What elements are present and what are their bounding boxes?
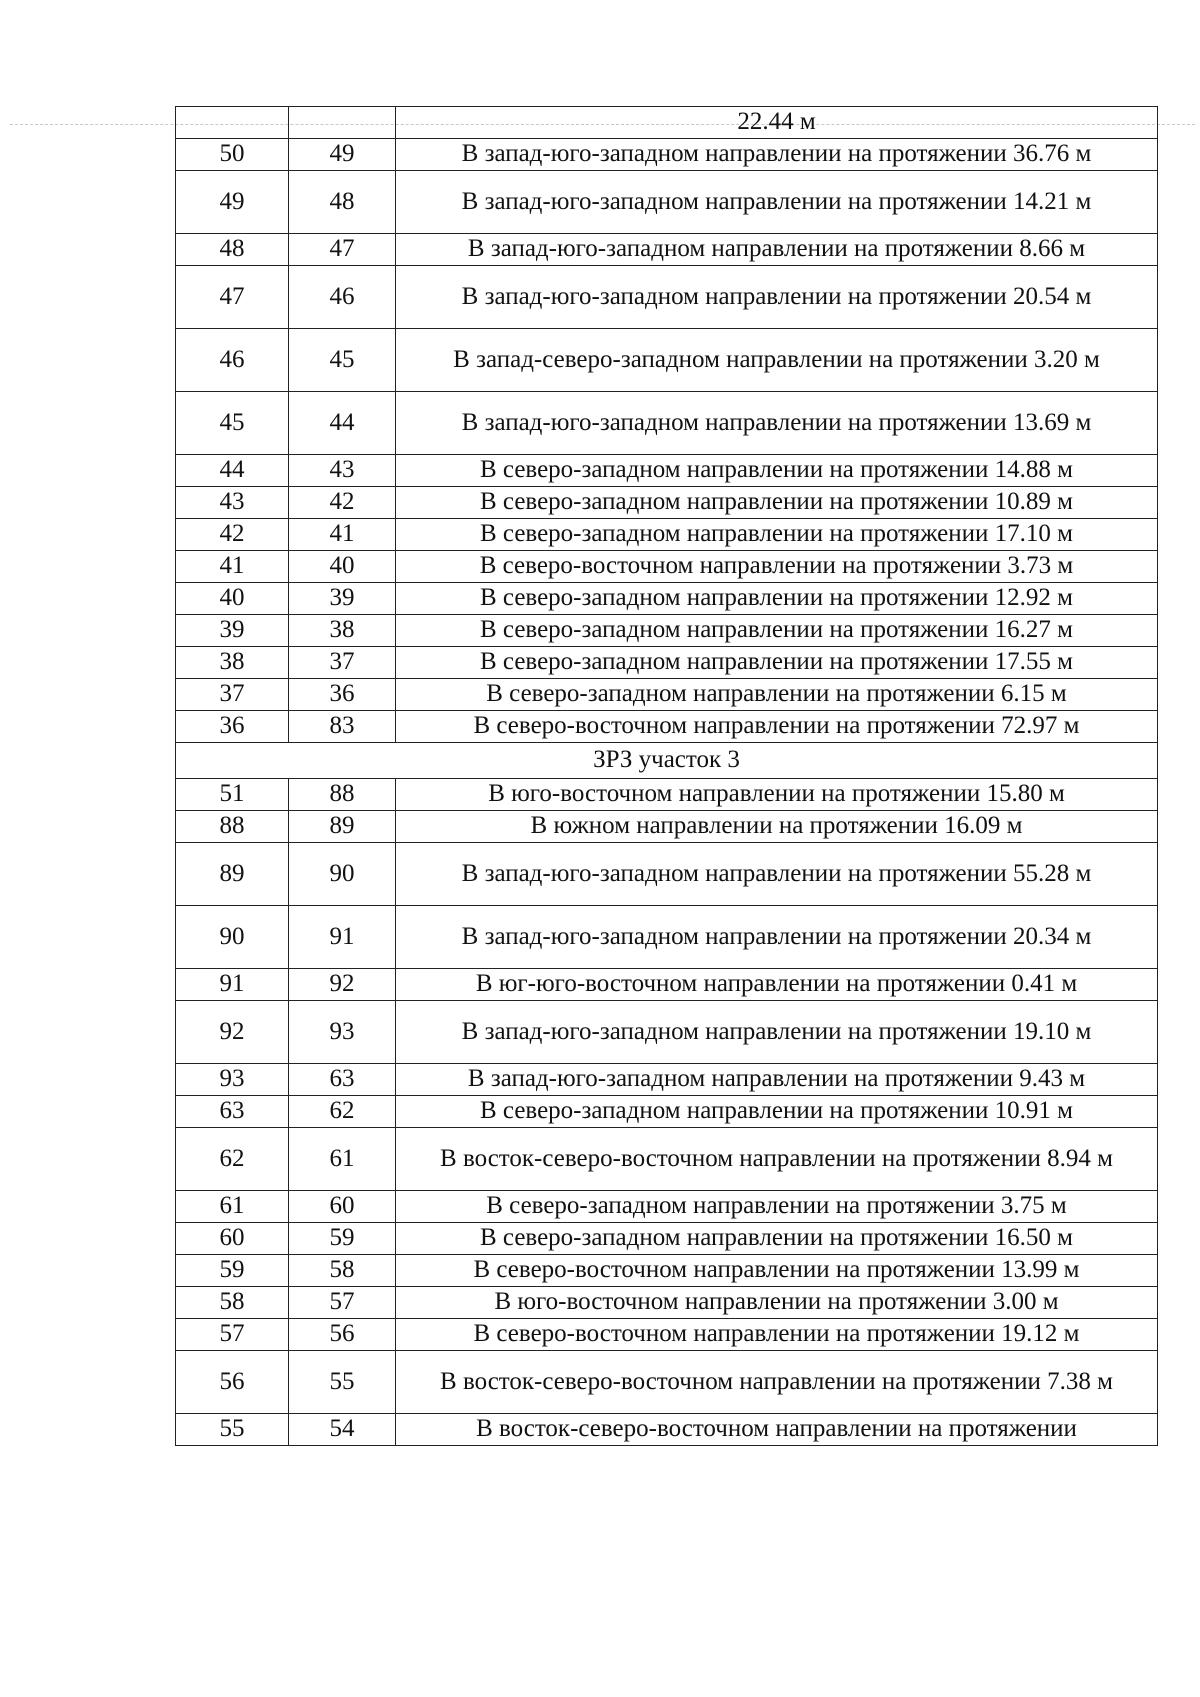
description-cell: В запад-северо-западном направлении на протяжении 3.20 м <box>396 329 1158 392</box>
to-point-cell: 89 <box>289 811 396 843</box>
from-point-cell: 48 <box>176 234 289 266</box>
to-point-cell: 60 <box>289 1191 396 1223</box>
table-row <box>176 779 1158 811</box>
from-point-cell: 40 <box>176 583 289 615</box>
from-point-cell: 44 <box>176 455 289 487</box>
to-point-cell: 88 <box>289 779 396 811</box>
to-point-cell: 40 <box>289 551 396 583</box>
to-point-cell: 90 <box>289 843 396 906</box>
description-cell: В запад-юго-западном направлении на протяжении 9.43 м <box>396 1064 1158 1096</box>
table-row <box>176 1096 1158 1128</box>
table-row <box>176 1351 1158 1414</box>
from-point-cell: 57 <box>176 1319 289 1351</box>
description-cell: В северо-восточном направлении на протяжении 13.99 м <box>396 1255 1158 1287</box>
table-row <box>176 234 1158 266</box>
description-cell: В северо-западном направлении на протяжении 16.50 м <box>396 1223 1158 1255</box>
description-cell: В северо-западном направлении на протяжении 6.15 м <box>396 679 1158 711</box>
description-cell: В восток-северо-восточном направлении на протяжении 7.38 м <box>396 1351 1158 1414</box>
description-cell: В северо-западном направлении на протяжении 16.27 м <box>396 615 1158 647</box>
to-point-cell: 55 <box>289 1351 396 1414</box>
table-row <box>176 647 1158 679</box>
table-row <box>176 1319 1158 1351</box>
from-point-cell: 55 <box>176 1414 289 1446</box>
table-row <box>176 171 1158 234</box>
from-point-cell: 89 <box>176 843 289 906</box>
from-point-cell: 43 <box>176 487 289 519</box>
description-cell: В восток-северо-восточном направлении на протяжении <box>396 1414 1158 1446</box>
from-point-cell <box>176 107 289 139</box>
to-point-cell: 59 <box>289 1223 396 1255</box>
to-point-cell: 92 <box>289 969 396 1001</box>
description-cell: В северо-восточном направлении на протяжении 19.12 м <box>396 1319 1158 1351</box>
to-point-cell: 54 <box>289 1414 396 1446</box>
from-point-cell: 36 <box>176 711 289 743</box>
from-point-cell: 88 <box>176 811 289 843</box>
from-point-cell: 58 <box>176 1287 289 1319</box>
from-point-cell: 90 <box>176 906 289 969</box>
from-point-cell: 41 <box>176 551 289 583</box>
table-row <box>176 583 1158 615</box>
from-point-cell: 63 <box>176 1096 289 1128</box>
table-row <box>176 1191 1158 1223</box>
from-point-cell: 56 <box>176 1351 289 1414</box>
from-point-cell: 51 <box>176 779 289 811</box>
to-point-cell: 57 <box>289 1287 396 1319</box>
to-point-cell: 44 <box>289 392 396 455</box>
to-point-cell: 42 <box>289 487 396 519</box>
from-point-cell: 39 <box>176 615 289 647</box>
table-row <box>176 329 1158 392</box>
table-row <box>176 455 1158 487</box>
description-cell: В южном направлении на протяжении 16.09 м <box>396 811 1158 843</box>
description-cell: В юг-юго-восточном направлении на протяжении 0.41 м <box>396 969 1158 1001</box>
description-cell: В запад-юго-западном направлении на протяжении 36.76 м <box>396 139 1158 171</box>
description-cell: В северо-западном направлении на протяжении 14.88 м <box>396 455 1158 487</box>
from-point-cell: 93 <box>176 1064 289 1096</box>
table-row <box>176 1223 1158 1255</box>
table-row <box>176 1064 1158 1096</box>
table-row <box>176 487 1158 519</box>
description-cell: В северо-западном направлении на протяжении 17.10 м <box>396 519 1158 551</box>
to-point-cell: 48 <box>289 171 396 234</box>
section-row <box>176 743 1158 779</box>
table-row <box>176 811 1158 843</box>
description-cell: В северо-западном направлении на протяжении 12.92 м <box>396 583 1158 615</box>
from-point-cell: 46 <box>176 329 289 392</box>
section-title: ЗРЗ участок 3 <box>176 743 1158 779</box>
to-point-cell: 36 <box>289 679 396 711</box>
description-cell: В северо-западном направлении на протяжении 17.55 м <box>396 647 1158 679</box>
to-point-cell: 83 <box>289 711 396 743</box>
description-cell: В запад-юго-западном направлении на протяжении 13.69 м <box>396 392 1158 455</box>
table-row <box>176 392 1158 455</box>
from-point-cell: 91 <box>176 969 289 1001</box>
to-point-cell: 41 <box>289 519 396 551</box>
to-point-cell: 61 <box>289 1128 396 1191</box>
table-row <box>176 843 1158 906</box>
table-row <box>176 1287 1158 1319</box>
table-row <box>176 1414 1158 1446</box>
to-point-cell: 46 <box>289 266 396 329</box>
description-cell: В юго-восточном направлении на протяжении 15.80 м <box>396 779 1158 811</box>
description-cell: В запад-юго-западном направлении на протяжении 14.21 м <box>396 171 1158 234</box>
from-point-cell: 61 <box>176 1191 289 1223</box>
table-row <box>176 1128 1158 1191</box>
from-point-cell: 59 <box>176 1255 289 1287</box>
description-cell: В запад-юго-западном направлении на протяжении 20.34 м <box>396 906 1158 969</box>
from-point-cell: 92 <box>176 1001 289 1064</box>
description-cell: В запад-юго-западном направлении на протяжении 8.66 м <box>396 234 1158 266</box>
from-point-cell: 45 <box>176 392 289 455</box>
description-cell: В восток-северо-восточном направлении на протяжении 8.94 м <box>396 1128 1158 1191</box>
from-point-cell: 60 <box>176 1223 289 1255</box>
to-point-cell <box>289 107 396 139</box>
table-row <box>176 519 1158 551</box>
description-cell: 22.44 м <box>396 107 1158 139</box>
table-row <box>176 615 1158 647</box>
table-row <box>176 266 1158 329</box>
description-cell: В юго-восточном направлении на протяжении 3.00 м <box>396 1287 1158 1319</box>
from-point-cell: 38 <box>176 647 289 679</box>
description-cell: В запад-юго-западном направлении на протяжении 19.10 м <box>396 1001 1158 1064</box>
table-row <box>176 551 1158 583</box>
from-point-cell: 47 <box>176 266 289 329</box>
to-point-cell: 43 <box>289 455 396 487</box>
boundary-description-table <box>175 106 1158 1446</box>
to-point-cell: 39 <box>289 583 396 615</box>
to-point-cell: 58 <box>289 1255 396 1287</box>
table-row <box>176 1001 1158 1064</box>
to-point-cell: 56 <box>289 1319 396 1351</box>
from-point-cell: 49 <box>176 171 289 234</box>
from-point-cell: 62 <box>176 1128 289 1191</box>
from-point-cell: 42 <box>176 519 289 551</box>
description-cell: В запад-юго-западном направлении на протяжении 55.28 м <box>396 843 1158 906</box>
table-row <box>176 1255 1158 1287</box>
table-row <box>176 679 1158 711</box>
to-point-cell: 47 <box>289 234 396 266</box>
description-cell: В северо-западном направлении на протяжении 10.91 м <box>396 1096 1158 1128</box>
table-row <box>176 711 1158 743</box>
description-cell: В северо-западном направлении на протяжении 10.89 м <box>396 487 1158 519</box>
to-point-cell: 93 <box>289 1001 396 1064</box>
description-cell: В северо-восточном направлении на протяжении 72.97 м <box>396 711 1158 743</box>
description-cell: В запад-юго-западном направлении на протяжении 20.54 м <box>396 266 1158 329</box>
to-point-cell: 45 <box>289 329 396 392</box>
table-row <box>176 906 1158 969</box>
to-point-cell: 49 <box>289 139 396 171</box>
description-cell: В северо-западном направлении на протяжении 3.75 м <box>396 1191 1158 1223</box>
description-cell: В северо-восточном направлении на протяжении 3.73 м <box>396 551 1158 583</box>
to-point-cell: 62 <box>289 1096 396 1128</box>
from-point-cell: 37 <box>176 679 289 711</box>
to-point-cell: 63 <box>289 1064 396 1096</box>
to-point-cell: 37 <box>289 647 396 679</box>
to-point-cell: 38 <box>289 615 396 647</box>
to-point-cell: 91 <box>289 906 396 969</box>
from-point-cell: 50 <box>176 139 289 171</box>
table-row <box>176 139 1158 171</box>
table-row <box>176 969 1158 1001</box>
table-row <box>176 107 1158 139</box>
